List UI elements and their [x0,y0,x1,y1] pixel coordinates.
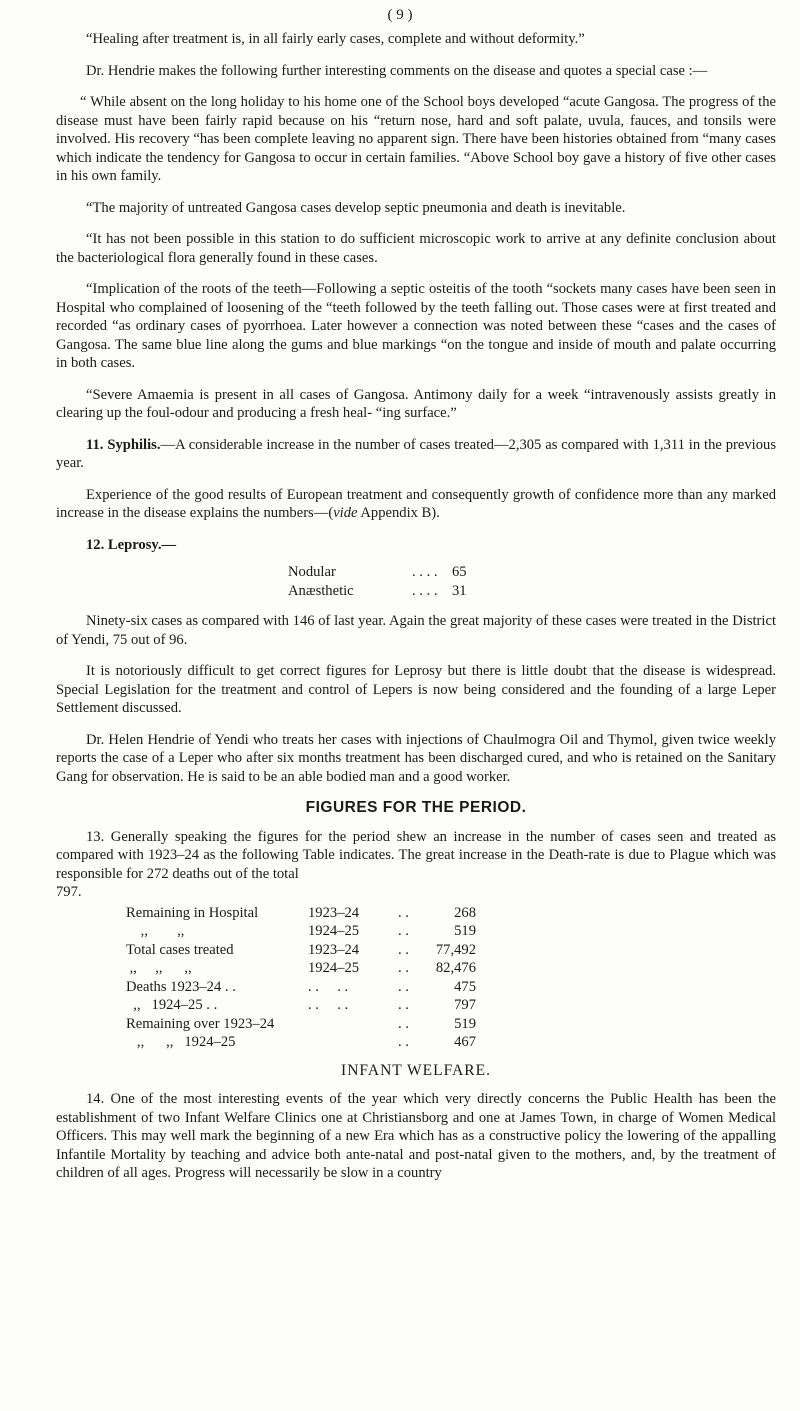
leprosy-table [288,563,467,600]
fig-value: 797 [454,997,476,1013]
leprosy-dots: . . . . [412,564,438,580]
paragraph-ninety-six: Ninety-six cases as compared with 146 of last year. Again the great majority of these cases were treated in the District of Yendi, 75 out of 96. [56,613,776,648]
table-row [126,978,476,997]
fig-year: 1923–24 [308,904,360,921]
table-row [126,1033,476,1052]
fig-value: 467 [454,1034,476,1050]
fig-value: 519 [454,923,476,939]
vide-italic: vide [333,505,358,521]
fig-label: Total cases treated [126,941,234,958]
fig-value: 475 [454,978,476,995]
table-row [126,959,476,978]
fig-year: 1924–25 [308,923,360,939]
quote-amaemia: “Severe Amaemia is present in all cases of Gangosa. Antimony daily for a week “intravenously assists greatly in clearing up the foul-odour and producing a fresh heal- “ing surface.” [56,386,776,421]
section-infant-welfare: 14. One of the most interesting events of the year which very directly concerns the Public Health has been the establishment of two Infant Welfare Clinics one at Christiansborg and one at James Town, in charge of Women Medical Officers. This may well mark the beginning of a new Era which has as a constructive policy the lowering of the appalling Infantile Mortality by teaching and advice both ante-natal and post-natal given to the mothers, and, by the treatment of children of all ages. Progress will necessarily be slow in a country [56,1091,776,1181]
leprosy-dots: . . . . [412,582,438,599]
fig-label: Deaths 1923–24 . . [126,978,236,995]
fig-value: 77,492 [435,941,476,958]
fig-year: 1923–24 [308,941,360,958]
fig-label: ,, ,, 1924–25 [126,1034,236,1050]
leprosy-label: Anæsthetic [288,582,354,599]
fig-year: . . . . [308,978,349,995]
experience-text: Experience of the good results of European treatment and consequently growth of confidence more than any marked increase in the disease explains the numbers—( [56,486,776,521]
fig-dots: . . [398,941,409,958]
heading-figures: FIGURES FOR THE PERIOD. [305,799,527,816]
quote-healing: “Healing after treatment is, in all fairly early cases, complete and without deformity.” [86,31,585,47]
table-row [126,941,476,960]
fig-dots: . . [398,1034,409,1050]
fig-dots: . . [398,923,409,939]
section-figures-intro: 13. Generally speaking the figures for the period shew an increase in the number of cases seen and treated as compared with 1923–24 as the following Table indicates. The great increase in the Death-rate is due to Plague which was responsible for 272 deaths out of the total [56,828,776,882]
fig-year: 1924–25 [308,960,360,976]
fig-dots: . . [398,978,409,995]
fig-dots: . . [398,904,409,921]
leprosy-value: 31 [452,582,467,599]
section-title-leprosy: 12. Leprosy.— [86,536,177,553]
fig-value: 268 [454,904,476,921]
quote-school-boy: “ While absent on the long holiday to his home one of the School boys developed “acute Gangosa. The progress of the disease must have been fairly rapid because on his “return nose, hard and soft palate, uvula, fauces, and tonsils were involved. His recovery “has been complete leaving no apparent sign. There have been histories obtained from “many cases which indicate the tendency for Gangosa to occur in certain families. “Above School boy gave a history of five other cases in his own family. [56,94,776,184]
fig-label: Remaining in Hospital [126,904,259,921]
leprosy-value: 65 [452,564,467,580]
experience-tail: Appendix B). [357,505,440,521]
table-row [288,563,467,582]
fig-value: 519 [454,1015,476,1032]
page-body [56,30,776,1196]
fig-year: . . . . [308,997,349,1013]
fig-dots: . . [398,1015,409,1032]
table-row [288,582,467,601]
page-number: ( 9 ) [387,7,413,23]
leprosy-label: Nodular [288,564,336,580]
paragraph-hendrie-comments: Dr. Hendrie makes the following further interesting comments on the disease and quotes a special case :— [86,62,708,79]
heading-infant-welfare: INFANT WELFARE. [341,1061,491,1079]
table-row [126,1015,476,1034]
figures-table [126,904,476,1052]
fig-dots: . . [398,960,409,976]
figures-intro-total: 797. [56,884,82,900]
paragraph-helen-hendrie: Dr. Helen Hendrie of Yendi who treats her cases with injections of Chaulmogra Oil and Thymol, given twice weekly reports the case of a Leper who after six months treatment has been discharged cured, and who is retained on the Sanitary Gang for observation. He is said to be an able bodied man and a good worker. [56,731,776,785]
paragraph-notoriously: It is notoriously difficult to get correct figures for Leprosy but there is little doubt that the disease is widespread. Special Legislation for the treatment and control of Lepers is now being considered and the founding of a large Leper Settlement discussed. [56,663,776,716]
quote-majority: “The majority of untreated Gangosa cases develop septic pneumonia and death is inevitable. [86,199,626,216]
section-syphilis [56,436,776,473]
fig-label: Remaining over 1923–24 [126,1015,275,1032]
fig-label: ,, ,, [126,923,185,939]
section-leprosy [56,536,776,555]
syphilis-text: —A considerable increase in the number of cases treated—2,305 as compared with 1,311 in the previous year. [56,436,776,471]
fig-label: ,, ,, ,, [126,960,192,976]
table-row [126,922,476,941]
table-row [126,996,476,1015]
table-row [126,904,476,923]
quote-microscopic: “It has not been possible in this station to do sufficient microscopic work to arrive at any definite conclusion about the bacteriological flora generally found in these cases. [56,231,776,266]
fig-value: 82,476 [435,960,476,976]
paragraph-experience [56,486,776,523]
section-title-syphilis: 11. Syphilis. [86,436,161,453]
quote-teeth: “Implication of the roots of the teeth—Following a septic osteitis of the tooth “sockets many cases have been seen in Hospital who complained of loosening of the “teeth followed by the teeth falling out. Those cases were at first treated and recorded “as ordinary cases of pyorrhoea. Later however a connection was noted between these “cases and the cases of Gangosa. The same blue line along the gums and blue markings “on the tongue and inside of mouth and palate occurring in both cases. [56,281,776,371]
fig-label: ,, 1924–25 . . [126,997,218,1013]
fig-dots: . . [398,997,409,1013]
